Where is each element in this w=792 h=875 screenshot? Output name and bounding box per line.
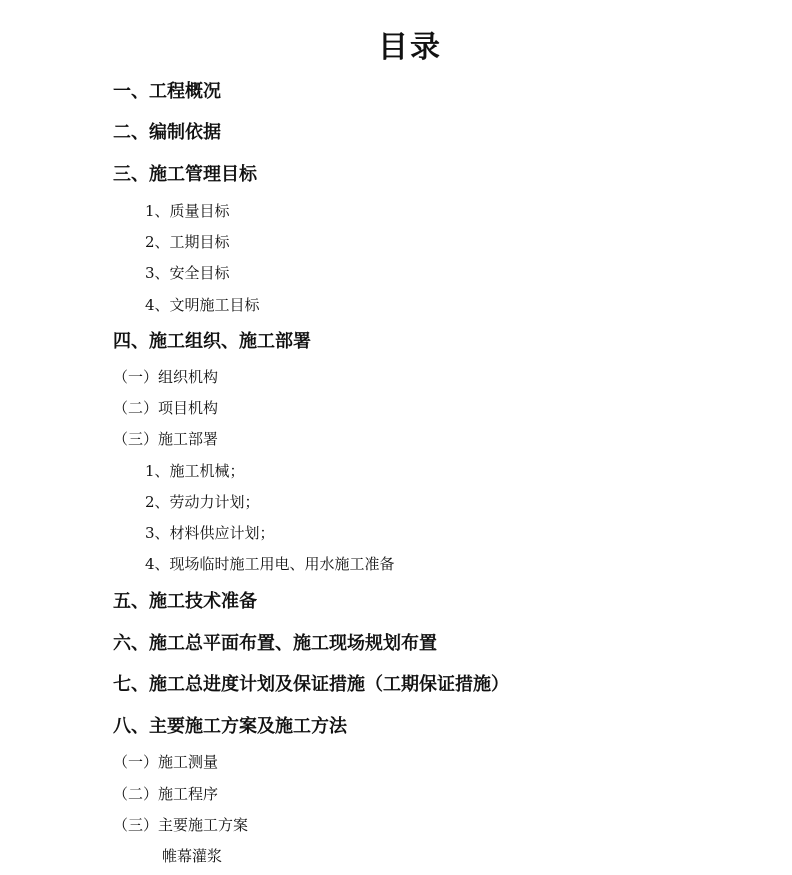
toc-entry-section-1: 一、工程概况 — [113, 81, 221, 102]
toc-entry-8-a: （一）施工测量 — [113, 753, 219, 771]
toc-entry-3-2: 2、工期目标 — [145, 233, 230, 251]
toc-entry-8-c: （三）主要施工方案 — [113, 816, 249, 834]
toc-entry-8-b: （二）施工程序 — [113, 785, 219, 803]
toc-title: 目录 — [378, 30, 442, 65]
toc-entry-4-a: （一）组织机构 — [113, 368, 219, 386]
toc-entry-4-c: （三）施工部署 — [113, 430, 219, 448]
toc-entry-section-6: 六、施工总平面布置、施工现场规划布置 — [113, 633, 437, 654]
toc-entry-4-c-1: 1、施工机械； — [145, 462, 245, 480]
toc-entry-4-c-4: 4、现场临时施工用电、用水施工准备 — [145, 555, 395, 573]
toc-entry-section-4: 四、施工组织、施工部署 — [113, 331, 311, 352]
toc-entry-section-7: 七、施工总进度计划及保证措施（工期保证措施） — [113, 674, 509, 695]
toc-entry-8-c-1: 帷幕灌浆 — [162, 847, 223, 865]
toc-entry-4-c-2: 2、劳动力计划； — [145, 493, 260, 511]
toc-entry-4-c-3: 3、材料供应计划； — [145, 524, 275, 542]
toc-entry-section-3: 三、施工管理目标 — [113, 164, 257, 185]
toc-entry-4-b: （二）项目机构 — [113, 399, 219, 417]
toc-entry-3-4: 4、文明施工目标 — [145, 296, 260, 314]
toc-entry-section-2: 二、编制依据 — [113, 122, 221, 143]
toc-entry-section-5: 五、施工技术准备 — [113, 591, 257, 612]
toc-entry-3-3: 3、安全目标 — [145, 264, 230, 282]
toc-entry-3-1: 1、质量目标 — [145, 202, 230, 220]
toc-entry-section-8: 八、主要施工方案及施工方法 — [113, 716, 347, 737]
